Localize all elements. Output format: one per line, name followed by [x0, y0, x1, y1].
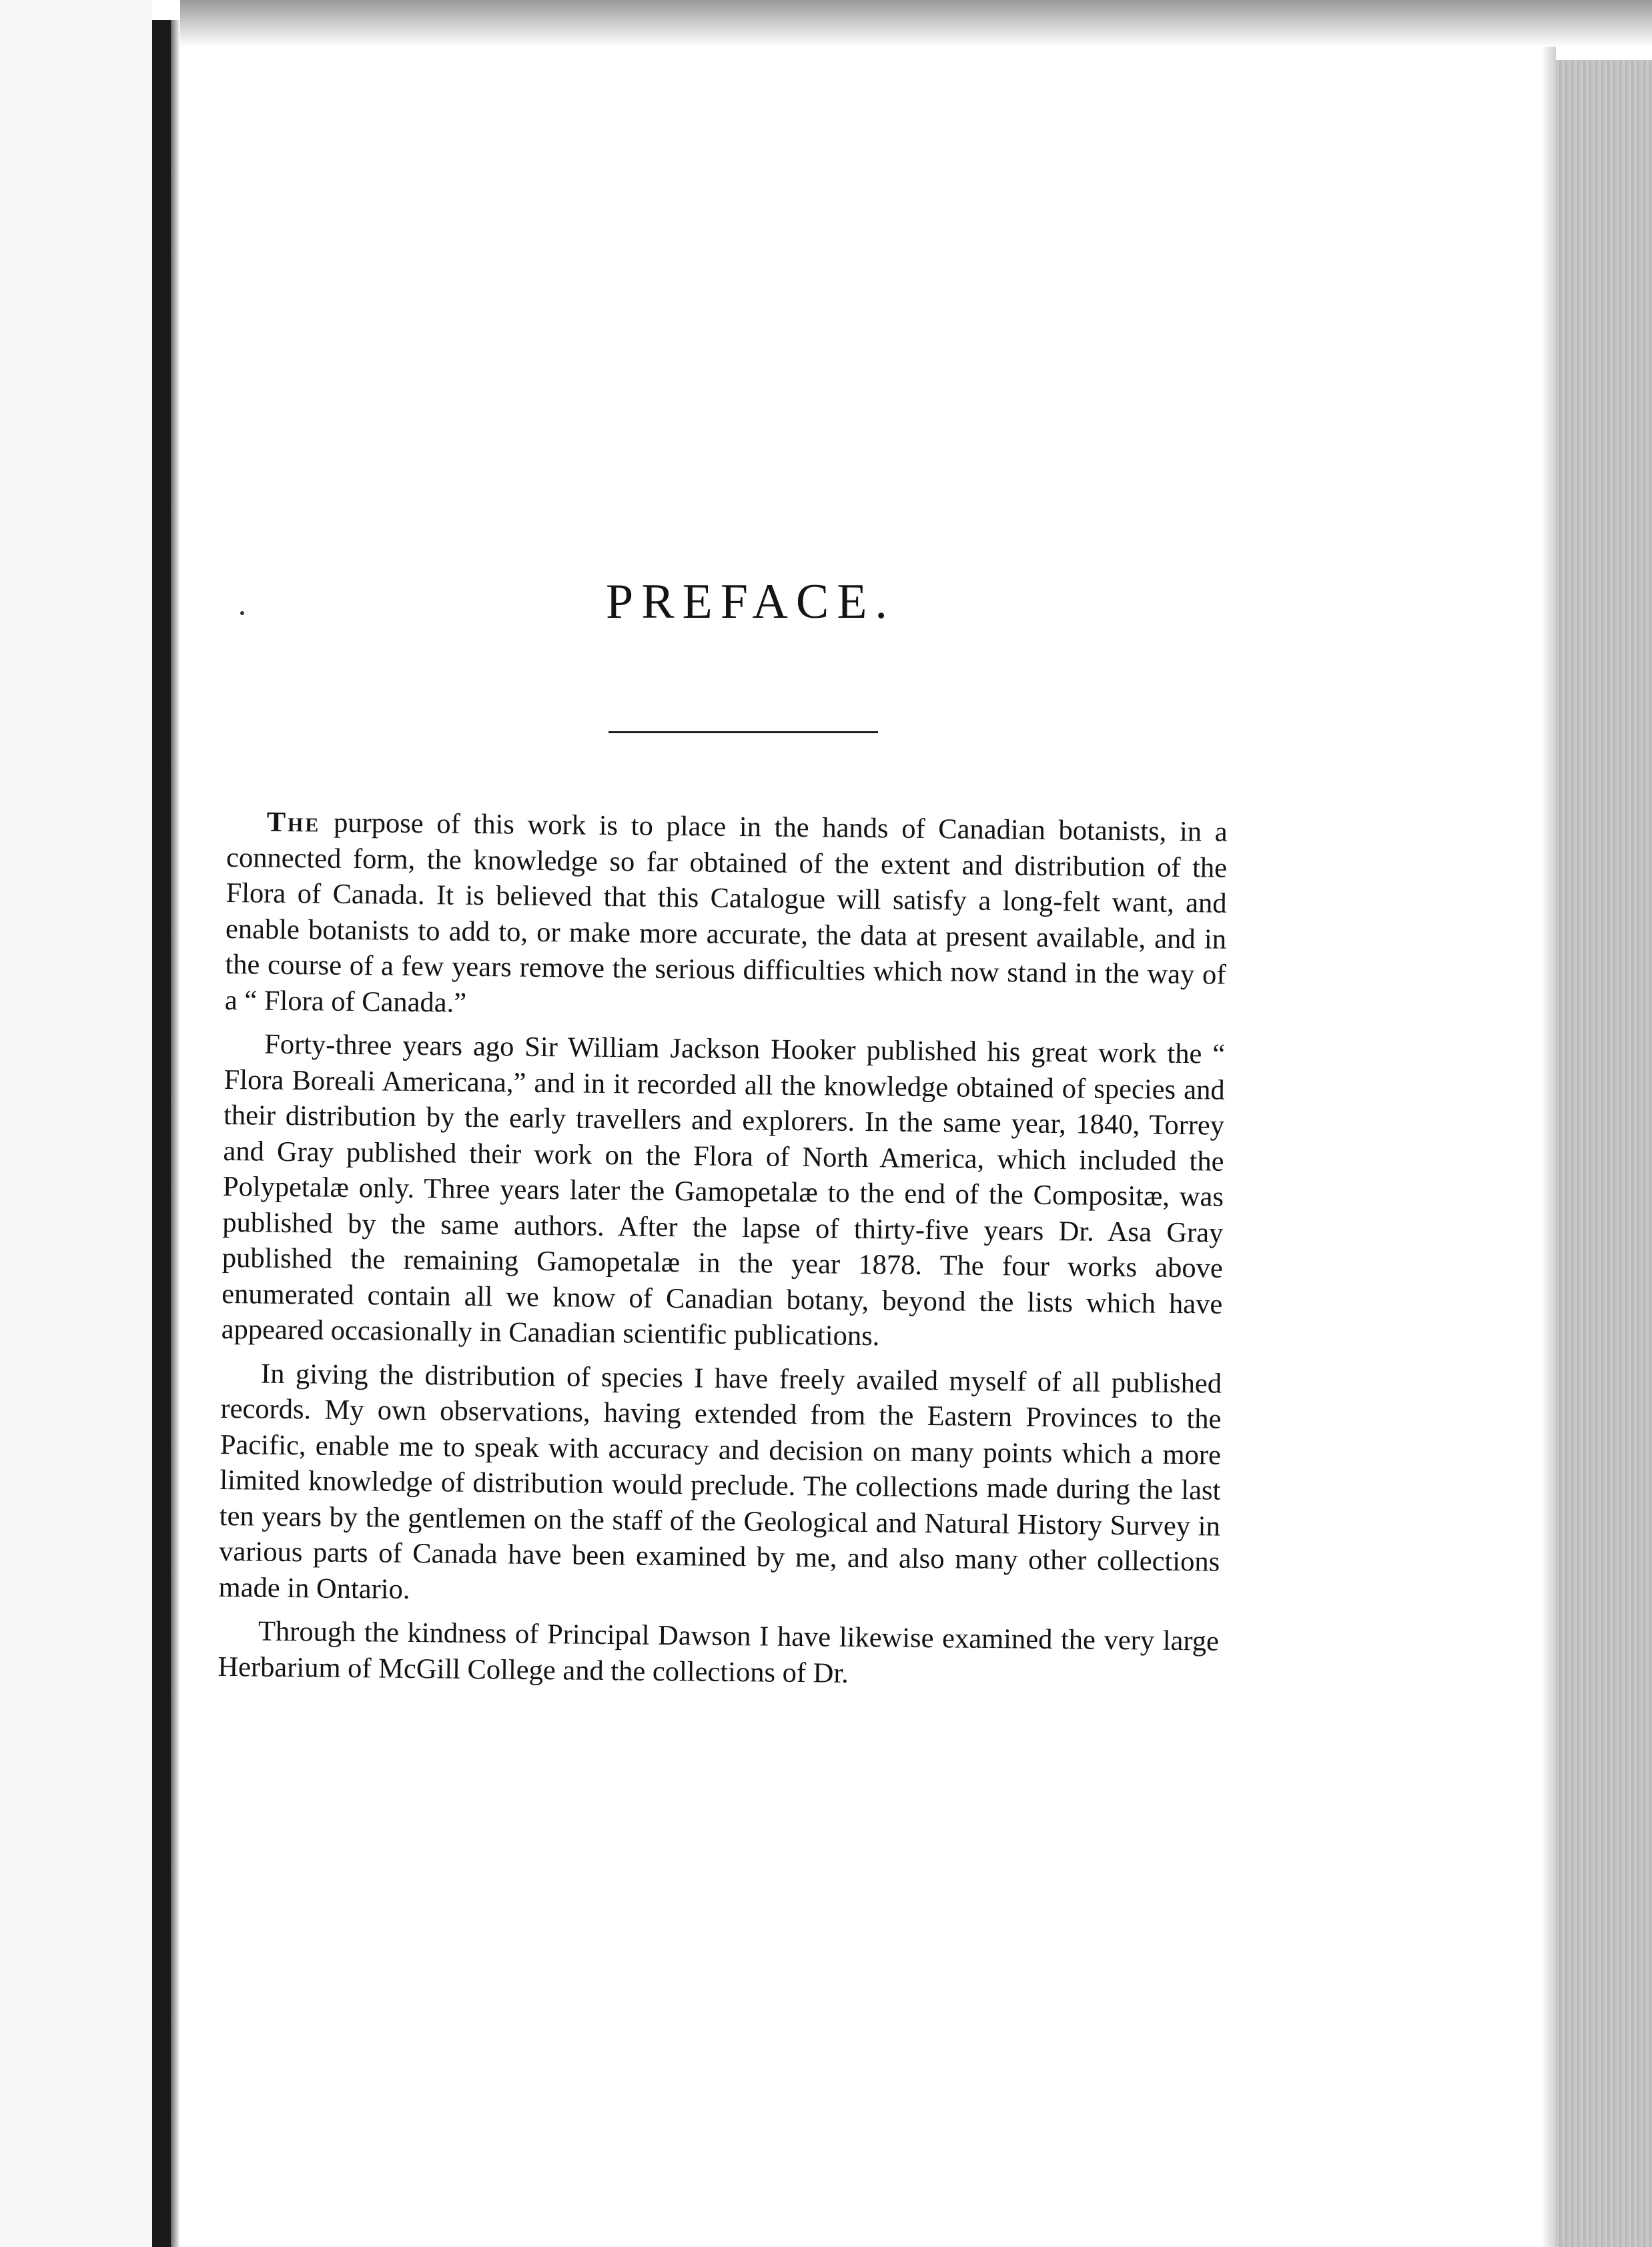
paragraph-1 — [225, 804, 1228, 1029]
facing-page-edge — [0, 0, 152, 2247]
title-rule — [608, 731, 878, 733]
paragraph-3: In giving the distribution of species I have freely availed myself of all published records. My own observations, having extended from the Eastern Provinces to the Pacific, enable me to speak with accuracy and decision on many points which a more limited knowledge of distribution would preclude. The collections made during the last ten years by the gentlemen on the staff of the Geological and Natural History Survey in various parts of Canada have been examined by me, and also many other collections made in Ontario. — [218, 1358, 1222, 1605]
paragraph-4: Through the kindness of Principal Dawson I have likewise examined the very large Herbarium of McGill College and the collections of Dr. — [218, 1615, 1220, 1689]
page-edge-shadow — [1541, 47, 1556, 2247]
book-binding-edge — [152, 20, 171, 2247]
top-page-shadow — [180, 0, 1652, 47]
stacked-page-edges — [1556, 60, 1652, 2247]
page-title — [0, 574, 1475, 630]
preface-body — [218, 804, 1228, 1703]
binding-shadow — [171, 20, 180, 2247]
paragraph-2: Forty-three years ago Sir William Jackson Hooker published his great work the “ Flora Boreali Americana,” and in it recorded all the knowledge obtained of species and their distribution by the early travellers and explorers. In the same year, 1840, Torrey and Gray published their work on the Flora of North America, which included the Polypetalæ only. Three years later the Gamopetalæ to the end of the Compositæ, was published by the same authors. After the lapse of thirty-five years Dr. Asa Gray published the remaining Gamopetalæ in the year 1878. The four works above enumerated contain all we know of Canadian botany, beyond the lists which have appeared occasionally in Canadian scientific publications. — [221, 1028, 1226, 1352]
paragraph-1-lead: The — [266, 806, 321, 839]
page-title-text: PREFACE. — [606, 574, 895, 629]
paragraph-1-text: purpose of this work is to place in the hands of Canadian botanists, in a connected form, the knowledge so far obtained of the extent and distribution of the Flora of Canada. It is believed that this Catalogue will satisfy a long-felt want, and enable botanists to add to, or make more accurate, the data at present available, and in the course of a few years remove the serious difficulties which now stand in the way of a “ Flora of Canada.” — [224, 807, 1228, 1019]
